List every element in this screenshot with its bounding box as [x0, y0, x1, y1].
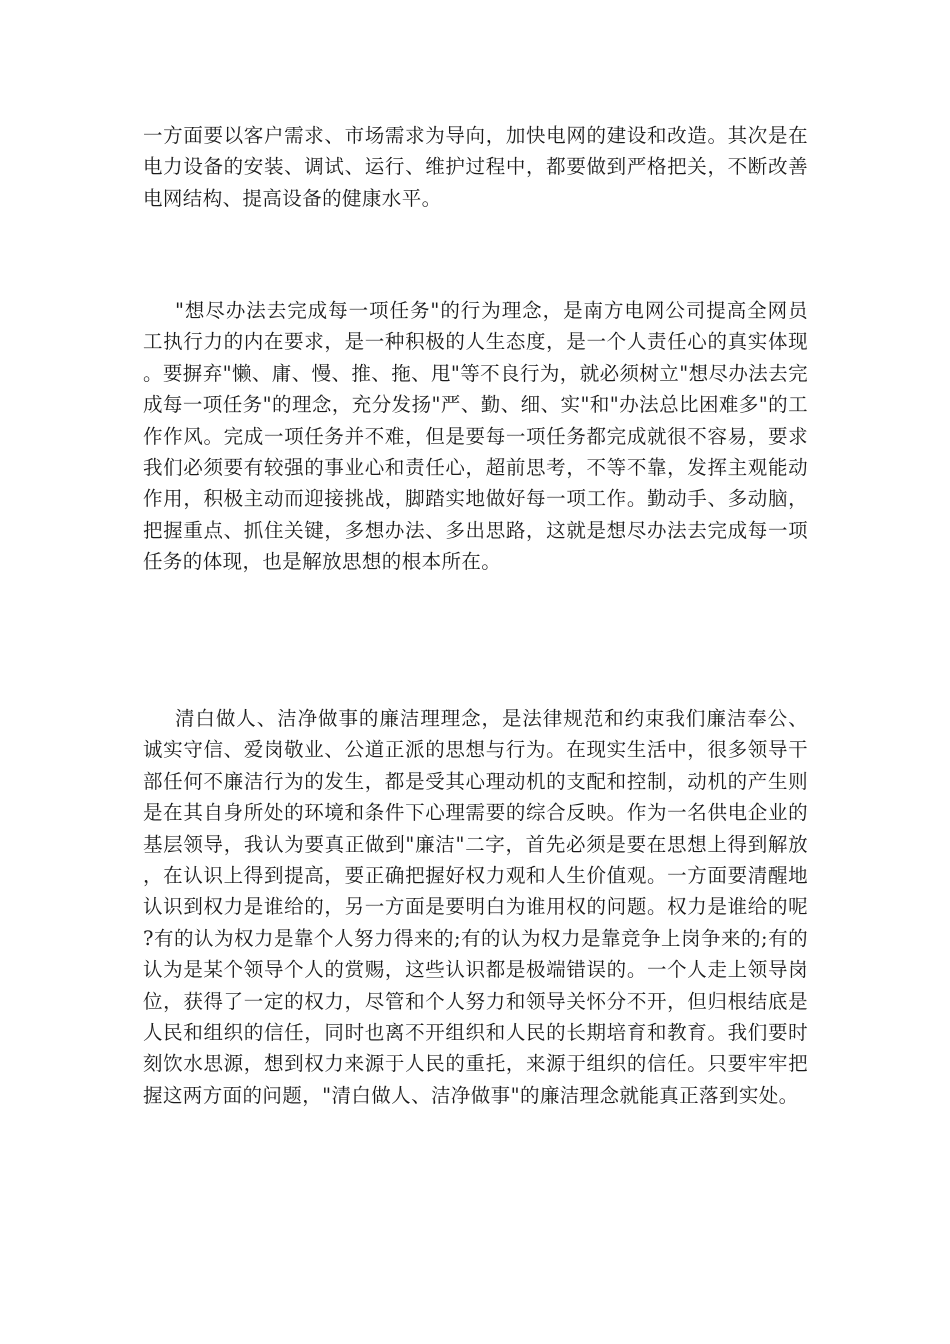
- paragraph-1: 一方面要以客户需求、市场需求为导向，加快电网的建设和改造。其次是在电力设备的安装、调试、运行、维护过程中，都要做到严格把关，不断改善电网结构、提高设备的健康水平。: [143, 124, 808, 210]
- paragraph-3: 清白做人、洁净做事的廉洁理理念，是法律规范和约束我们廉洁奉公、诚实守信、爱岗敬业、公道正派的思想与行为。在现实生活中，很多领导干部任何不廉洁行为的发生，都是受其心理动机的支配和控制，动机的产生则是在其自身所处的环境和条件下心理需要的综合反映。作为一名供电企业的基层领导，我认为要真正做到"廉洁"二字，首先必须是要在思想上得到解放，在认识上得到提高，要正确把握好权力观和人生价值观。一方面要清醒地认识到权力是谁给的，另一方面是要明白为谁用权的问题。权力是谁给的呢?有的认为权力是靠个人努力得来的;有的认为权力是靠竞争上岗争来的;有的认为是某个领导个人的赏赐，这些认识都是极端错误的。一个人走上领导岗位，获得了一定的权力，尽管和个人努力和领导关怀分不开，但归根结底是人民和组织的信任，同时也离不开组织和人民的长期培育和教育。我们要时刻饮水思源，想到权力来源于人民的重托，来源于组织的信任。只要牢牢把握这两方面的问题，"清白做人、洁净做事"的廉洁理念就能真正落到实处。: [143, 707, 808, 1107]
- paragraph-2: "想尽办法去完成每一项任务"的行为理念，是南方电网公司提高全网员工执行力的内在要求，是一种积极的人生态度，是一个人责任心的真实体现。要摒弃"懒、庸、慢、推、拖、甩"等不良行为，就必须树立"想尽办法去完成每一项任务"的理念，充分发扬"严、勤、细、实"和"办法总比困难多"的工作作风。完成一项任务并不难，但是要每一项任务都完成就很不容易，要求我们必须要有较强的事业心和责任心，超前思考，不等不靠，发挥主观能动作用，积极主动而迎接挑战，脚踏实地做好每一项工作。勤动手、多动脑，把握重点、抓住关键，多想办法、多出思路，这就是想尽办法去完成每一项任务的体现，也是解放思想的根本所在。: [143, 299, 808, 574]
